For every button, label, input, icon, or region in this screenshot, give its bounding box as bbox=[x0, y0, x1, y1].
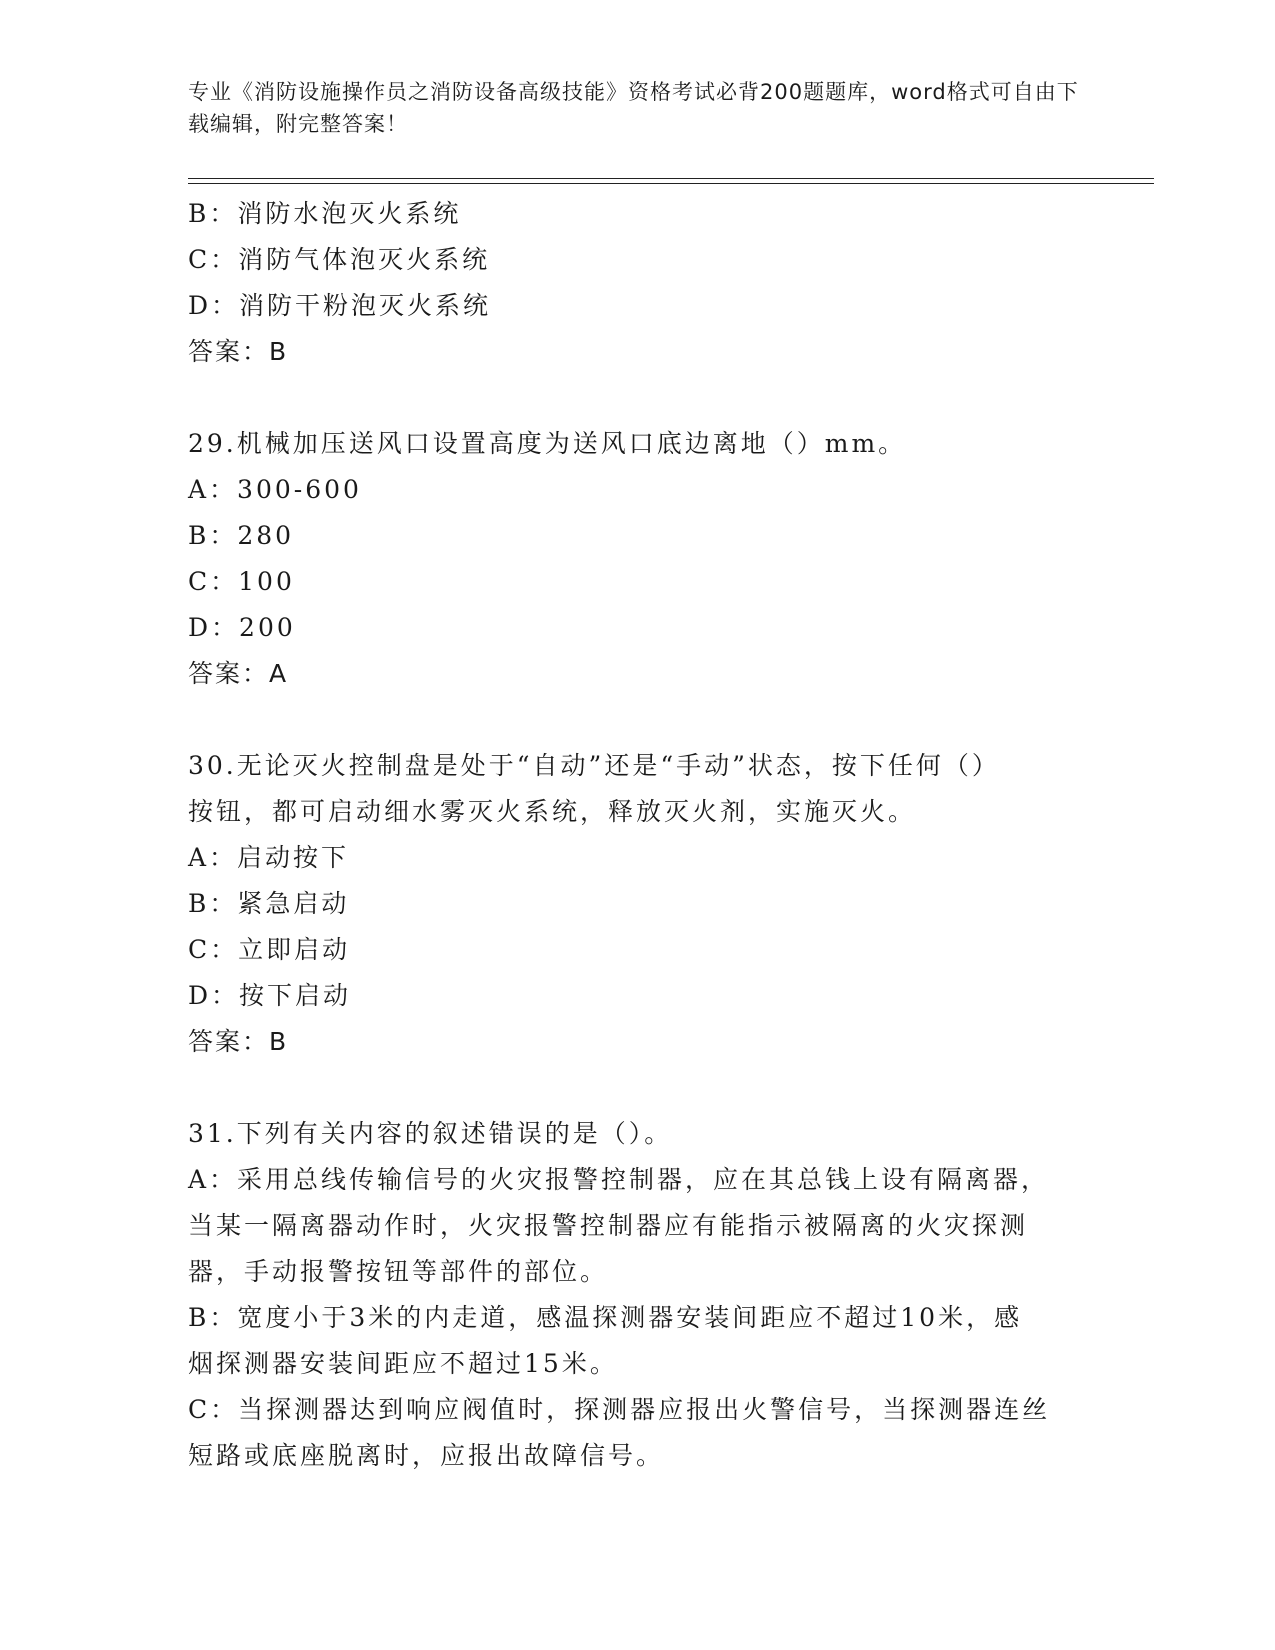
q29-option-c: C：100 bbox=[188, 567, 295, 596]
q28-option-b: B：消防水泡灭火系统 bbox=[188, 199, 462, 228]
header-divider-bottom bbox=[188, 183, 1154, 184]
q30-option-b: B：紧急启动 bbox=[188, 889, 350, 918]
q30-stem-line2: 按钮，都可启动细水雾灭火系统，释放灭火剂，实施灭火。 bbox=[188, 797, 917, 826]
spacer bbox=[188, 697, 1088, 743]
document-header: 专业《消防设施操作员之消防设备高级技能》资格考试必背200题题库，word格式可自由下载编辑，附完整答案！ bbox=[188, 80, 1079, 136]
q31-option-a-line2: 当某一隔离器动作时，火灾报警控制器应有能指示被隔离的火灾探测 bbox=[188, 1211, 1029, 1240]
q30-option-c: C：立即启动 bbox=[188, 935, 351, 964]
q29-option-d: D：200 bbox=[188, 613, 296, 642]
q30-option-a: A：启动按下 bbox=[188, 843, 350, 872]
q31-option-b-line2: 烟探测器安装间距应不超过15米。 bbox=[188, 1349, 618, 1378]
q31-option-a-line3: 器，手动报警按钮等部件的部位。 bbox=[188, 1257, 609, 1286]
q30-answer: 答案：B bbox=[188, 1027, 289, 1056]
q29-option-b: B：280 bbox=[188, 521, 295, 550]
q28-option-d: D：消防干粉泡灭火系统 bbox=[188, 291, 492, 320]
q29-option-a: A：300-600 bbox=[188, 475, 362, 504]
q30-option-d: D：按下启动 bbox=[188, 981, 352, 1010]
q30-stem-line1: 30.无论灭火控制盘是处于“自动”还是“手动”状态，按下任何（） bbox=[188, 751, 1000, 780]
spacer bbox=[188, 1065, 1088, 1111]
header-divider-top bbox=[188, 178, 1154, 179]
q29-answer: 答案：A bbox=[188, 659, 289, 688]
q28-answer: 答案：B bbox=[188, 337, 289, 366]
q31-option-b-line1: B：宽度小于3米的内走道，感温探测器安装间距应不超过10米，感 bbox=[188, 1303, 1023, 1332]
q31-option-a-line1: A：采用总线传输信号的火灾报警控制器，应在其总钱上设有隔离器， bbox=[188, 1165, 1050, 1194]
question-list bbox=[188, 191, 1088, 1479]
q31-option-c-line2: 短路或底座脱离时，应报出故障信号。 bbox=[188, 1441, 665, 1470]
q28-option-c: C：消防气体泡灭火系统 bbox=[188, 245, 491, 274]
spacer bbox=[188, 375, 1088, 421]
q29-stem: 29.机械加压送风口设置高度为送风口底边离地（）mm。 bbox=[188, 429, 907, 458]
q31-option-c-line1: C：当探测器达到响应阀值时，探测器应报出火警信号，当探测器连丝 bbox=[188, 1395, 1051, 1424]
q31-stem: 31.下列有关内容的叙述错误的是（）。 bbox=[188, 1119, 673, 1148]
